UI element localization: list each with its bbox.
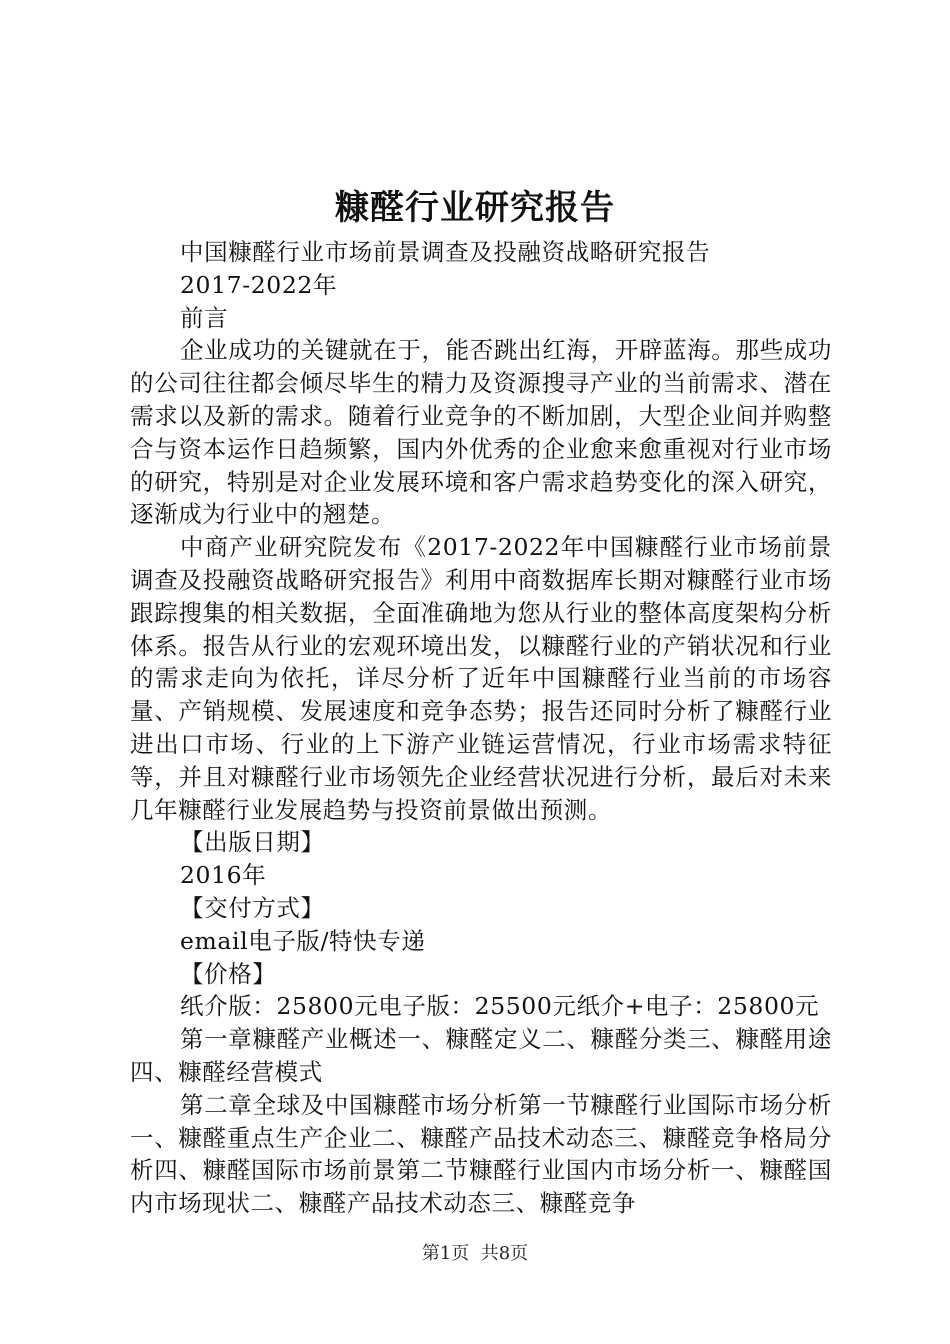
report-years: 2017-2022年 (180, 270, 338, 299)
delivery-value: email电子版/特快专递 (180, 926, 426, 955)
price-value: 纸介版：25800元电子版：25500元纸介+电子：25800元 (180, 992, 820, 1021)
page-number: 第1页 共8页 (421, 1243, 529, 1264)
report-subtitle: 中国糠醛行业市场前景调查及投融资战略研究报告 (180, 238, 711, 266)
price-label: 【价格】 (180, 959, 277, 988)
delivery-label: 【交付方式】 (180, 893, 325, 922)
chapter-one: 第一章糠醛产业概述一、糠醛定义二、糠醛分类三、糠醛用途四、糠醛经营模式 (130, 1025, 832, 1086)
document-body (130, 236, 832, 1220)
publish-date-label: 【出版日期】 (180, 828, 325, 857)
report-intro-paragraph: 中商产业研究院发布《2017-2022年中国糠醛行业市场前景调查及投融资战略研究报告》利用中商数据库长期对糠醛行业市场跟踪搜集的相关数据，全面准确地为您从行业的整体高度架构分析体系。报告从行业的宏观环境出发，以糠醛行业的产销状况和行业的需求走向为依托，详尽分析了近年中国糠醛行业当前的市场容量、产销规模、发展速度和竞争态势；报告还同时分析了糠醛行业进出口市场、行业的上下游产业链运营情况，行业市场需求特征等，并且对糠醛行业市场领先企业经营状况进行分析，最后对未来几年糠醛行业发展趋势与投资前景做出预测。 (130, 533, 832, 824)
chapter-two: 第二章全球及中国糠醛市场分析第一节糠醛行业国际市场分析一、糠醛重点生产企业二、糠醛产品技术动态三、糠醛竞争格局分析四、糠醛国际市场前景第二节糠醛行业国内市场分析一、糠醛国内市场现状二、糠醛产品技术动态三、糠醛竞争 (130, 1090, 832, 1218)
preface-heading: 前言 (180, 303, 229, 332)
publish-date-value: 2016年 (180, 861, 267, 890)
page-footer (0, 1240, 950, 1268)
document-title: 糠醛行业研究报告 (335, 188, 615, 228)
preface-paragraph: 企业成功的关键就在于，能否跳出红海，开辟蓝海。那些成功的公司往往都会倾尽毕生的精力及资源搜寻产业的当前需求、潜在需求以及新的需求。随着行业竞争的不断加剧，大型企业间并购整合与资本运作日趋频繁，国内外优秀的企业愈来愈重视对行业市场的研究，特别是对企业发展环境和客户需求趋势变化的深入研究，逐渐成为行业中的翘楚。 (130, 336, 832, 529)
